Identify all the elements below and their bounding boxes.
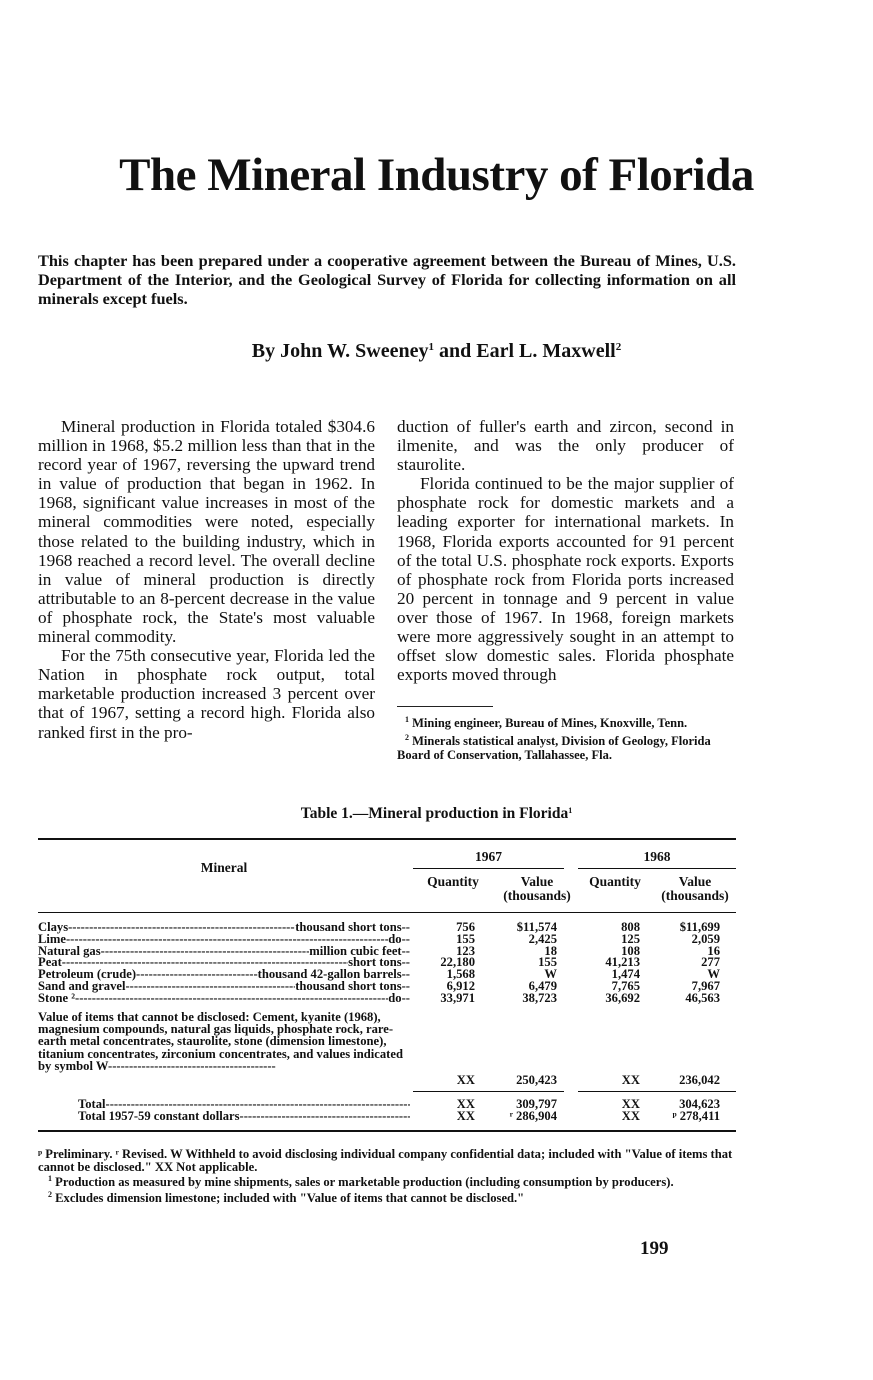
- table-cell-v68: 46,563: [685, 990, 720, 1005]
- table-cell-q67: 33,971: [440, 990, 475, 1005]
- footnote-mark-1: 1: [428, 341, 435, 353]
- total-label: Total -----: [78, 1098, 410, 1110]
- table-cell-v68: W: [707, 967, 720, 982]
- total-v67: 309,797: [516, 1097, 557, 1111]
- year-1968-rule: [578, 868, 736, 869]
- table-cell-q68: 125: [621, 931, 640, 946]
- header-bottom-rule: [38, 912, 736, 913]
- table-footnote-2: $^2$ Excludes dimension limestone; included with "Value of items that cannot be disclosed.": [48, 1189, 525, 1205]
- table-cell-v67: W: [544, 967, 557, 982]
- table-cell-v68: 7,967: [691, 979, 720, 993]
- undisclosed-v67: 250,423: [516, 1073, 557, 1087]
- subtotal-rule-1967: [413, 1091, 564, 1092]
- undisclosed-v68: 236,042: [679, 1073, 720, 1087]
- table-footnotes: [38, 1148, 736, 1204]
- constant-dollars-label: Total 1957-59 constant dollars -----: [78, 1110, 410, 1122]
- footnote-divider: [397, 706, 493, 707]
- paragraph: Mineral production in Florida totaled $304.6 million in 1968, $5.2 million less than that in the record year of 1967, reversing the upward trend in value of production that began in 1962. In 1968, significant value increases in most of the mineral commodities were noted, especially those related to the building industry, which in 1968 reached a record level. The overall decline in value of mineral production is directly attributable to an 8-percent decrease in the value of phosphate rock, the State's most valuable mineral commodity.: [38, 417, 375, 647]
- table-cell-v68: 16: [707, 943, 720, 958]
- header-value-1967: Value (thousands): [503, 874, 571, 903]
- constant-q67: XX: [456, 1109, 475, 1123]
- undisclosed-label: Value of items that cannot be disclosed: Cement, kyanite (1968), magnesium compounds, natural gas liquids, phosphate rock, rare-earth metal concentrates, staurolite, stone (dimension limestone), titanium concentrates, zirconium concentrates, and values indicated by symbol W----------------------------------------: [38, 1011, 403, 1073]
- table-cell-v68: 277: [701, 955, 720, 970]
- table-title: Table 1.—Mineral production in Florida$^1$: [300, 805, 573, 822]
- byline: [0, 340, 873, 363]
- page-number: 199: [640, 1238, 669, 1259]
- body-column-right: [397, 417, 734, 684]
- table-cell-q68: 1,474: [611, 967, 640, 982]
- year-1967-rule: [413, 868, 564, 869]
- table-row-label: Natural gas ----- million cubic feet --: [38, 945, 410, 957]
- author-2: and Earl L. Maxwell: [434, 340, 616, 362]
- header-year-1968: 1968: [643, 849, 671, 864]
- footnote-2: $^2$ Minerals statistical analyst, Division of Geology, Florida Board of Conservation, Tallahassee, Fla.: [397, 733, 711, 762]
- table-cell-v67: $11,574: [516, 920, 557, 934]
- table-cell-q68: 41,213: [605, 955, 640, 970]
- table-row-label: Lime ----- do --: [38, 933, 410, 945]
- table-row-label: Clays ----- thousand short tons --: [38, 921, 410, 933]
- table-cell-q68: 108: [621, 943, 640, 958]
- table-row-label: Petroleum (crude) ----- thousand 42-gallon barrels --: [38, 968, 410, 980]
- table-cell-q67: 155: [456, 931, 475, 946]
- table-cell-v67: 6,479: [528, 979, 557, 993]
- paragraph: For the 75th consecutive year, Florida led the Nation in phosphate rock output, total marketable production increased 3 percent over that of 1967, setting a record high. Florida also ranked first in the pro-: [38, 646, 375, 742]
- constant-q68: XX: [621, 1109, 640, 1123]
- table-cell-q68: 36,692: [605, 990, 640, 1005]
- footnote-mark-2: 2: [615, 341, 622, 353]
- header-year-1967: 1967: [475, 849, 502, 864]
- header-value-1968: Value (thousands): [661, 874, 729, 903]
- table-cell-v67: 155: [538, 955, 557, 970]
- table-cell-q67: 1,568: [446, 967, 475, 982]
- header-quantity-1967: Quantity: [427, 874, 479, 889]
- table-top-rule: [38, 838, 736, 840]
- table-cell-v68: 2,059: [691, 931, 720, 946]
- constant-v67: ʳ 286,904: [509, 1109, 557, 1123]
- table-cell-q68: 7,765: [611, 979, 640, 993]
- table-cell-q67: 756: [456, 920, 475, 934]
- table-cell-v67: 18: [544, 943, 557, 958]
- table-row-label: Stone ² ----- do --: [38, 992, 410, 1004]
- header-mineral: Mineral: [200, 860, 248, 875]
- table-footnote-1: $^1$ Production as measured by mine shipments, sales or marketable production (including consumption by producers).: [48, 1174, 674, 1190]
- footnote-1: $^1$ Mining engineer, Bureau of Mines, Knoxville, Tenn.: [405, 715, 688, 730]
- total-q67: XX: [456, 1097, 475, 1111]
- paragraph: Florida continued to be the major supplier of phosphate rock for domestic markets and a leading exporter for international markets. In 1968, Florida exports accounted for 91 percent of the total U.S. phosphate rock exports. Exports of phosphate rock from Florida ports increased 20 percent in tonnage and 9 percent in value over those of 1967. In 1968, foreign markets were more aggressively sought in an attempt to offset slow domestic sales. Florida phosphate exports moved through: [397, 474, 734, 685]
- undisclosed-q68: XX: [621, 1073, 640, 1087]
- table-cell-q68: 808: [621, 920, 640, 934]
- table-cell-v67: 2,425: [528, 931, 557, 946]
- table-cell-q67: 6,912: [446, 979, 475, 993]
- constant-v68: ᵖ 278,411: [672, 1109, 720, 1123]
- table-cell-v67: 38,723: [522, 990, 557, 1005]
- page-footnotes: [397, 713, 734, 763]
- table-cell-q67: 123: [456, 943, 475, 958]
- body-column-left: [38, 417, 375, 742]
- total-q68: XX: [621, 1097, 640, 1111]
- chapter-title: The Mineral Industry of Florida: [119, 149, 754, 201]
- header-quantity-1968: Quantity: [589, 874, 641, 889]
- table-cell-v68: $11,699: [679, 920, 720, 934]
- table-row-label: Peat ----- short tons --: [38, 956, 410, 968]
- undisclosed-q67: XX: [456, 1073, 475, 1087]
- table-row-label: Sand and gravel ----- thousand short tons --: [38, 980, 410, 992]
- subtotal-rule-1968: [578, 1091, 736, 1092]
- table-bottom-rule: [38, 1130, 736, 1132]
- paragraph: duction of fuller's earth and zircon, second in ilmenite, and was the only producer of staurolite.: [397, 417, 734, 475]
- chapter-intro: This chapter has been prepared under a cooperative agreement between the Bureau of Mines, U.S. Department of the Interior, and the Geological Survey of Florida for collecting information on all minerals except fuels.: [38, 251, 736, 308]
- author-1: By John W. Sweeney: [251, 340, 429, 362]
- table-footnote-symbols: ᵖ Preliminary. ʳ Revised. W Withheld to avoid disclosing individual company confidential data; included with "Value of items that cannot be disclosed." XX Not applicable.: [38, 1147, 733, 1174]
- table-cell-q67: 22,180: [440, 955, 475, 970]
- total-v68: 304,623: [679, 1097, 720, 1111]
